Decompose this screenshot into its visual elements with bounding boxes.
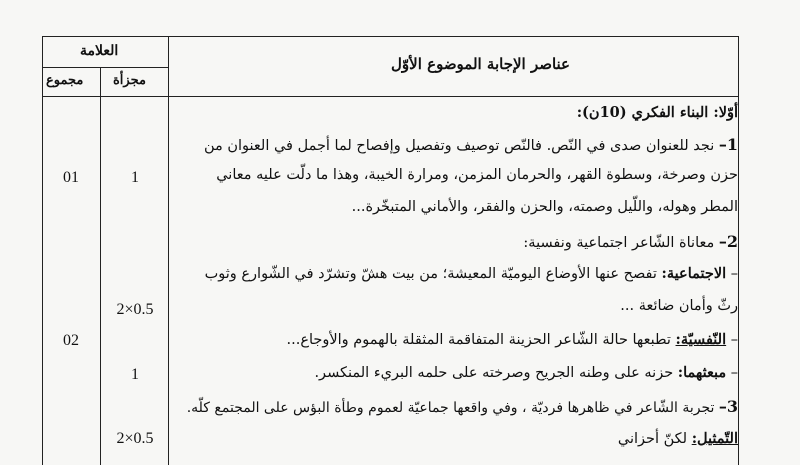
q3-number: 3– bbox=[718, 397, 738, 416]
social-label: الاجتماعية: bbox=[661, 265, 727, 282]
example-label: التّمثيل: bbox=[691, 430, 738, 447]
q1-total-mark: 01 bbox=[63, 169, 79, 186]
partial-column-header: مجزأة bbox=[113, 73, 146, 88]
answer-elements-title: عناصر الإجابة الموضوع الأوّل bbox=[391, 55, 570, 73]
q1-partial-mark: 1 bbox=[131, 169, 139, 186]
psych-label: النّفسيّة: bbox=[675, 331, 727, 348]
cause-label: مبعثهما: bbox=[677, 364, 727, 381]
header-bottom-border bbox=[42, 96, 738, 97]
psych-text: تطبعها حالة الشّاعر الحزينة المتفاقمة المثقلة بالهموم والأوجاع... bbox=[286, 332, 671, 348]
q1-line-2: حزن وصرخة، وسطوة القهر، والحرمان المزمن، ومرارة الخيبة، وهذا ما دلّت عليه معاني bbox=[216, 167, 738, 183]
grade-title: العلامة bbox=[80, 43, 119, 59]
cause-line: – مبعثهما: حزنه على وطنه الجريح وصرخته على حلمه البريء المنكسر. bbox=[314, 364, 738, 381]
q2-number: 2– bbox=[718, 232, 738, 251]
q2-partial-mark-b: 1 bbox=[131, 366, 139, 383]
social-line-2: رثّ وأمان ضائعة ... bbox=[620, 298, 738, 314]
q2-title: معاناة الشّاعر اجتماعية ونفسية: bbox=[523, 235, 715, 251]
table-right-border bbox=[738, 36, 739, 465]
total-column-divider bbox=[100, 67, 101, 465]
q3-text: تجربة الشّاعر في ظاهرها فرديّة ، وفي واقعها جماعيّة لعموم وطأة البؤس على المجتمع كلّه. bbox=[186, 400, 715, 416]
q1-text-1: نجد للعنوان صدى في النّص. فالنّص توصيف وتفصيل وإفصاح لما أجمل في العنوان من bbox=[203, 138, 715, 154]
q1-line-3: المطر وهوله، واللّيل وصمته، والحزن والفقر، والأماني المتبخّرة... bbox=[351, 199, 738, 215]
q1-number: 1– bbox=[718, 135, 738, 154]
cause-text: حزنه على وطنه الجريح وصرخته على حلمه البريء المنكسر. bbox=[314, 365, 674, 381]
q1-line-1 bbox=[204, 135, 738, 154]
grade-column-divider bbox=[168, 36, 169, 465]
total-column-header: مجموع bbox=[46, 73, 84, 88]
grade-header-divider bbox=[42, 67, 168, 68]
q2-title-line bbox=[523, 232, 738, 251]
example-text: لكنّ أحزاني bbox=[617, 431, 688, 447]
table-top-border bbox=[42, 36, 738, 37]
table-left-border bbox=[42, 36, 43, 465]
q3-line bbox=[187, 397, 738, 416]
q2-partial-mark-a: 2×0.5 bbox=[116, 301, 154, 318]
q2-total-mark: 02 bbox=[63, 332, 79, 349]
social-line-1: – الاجتماعية: تفصح عنها الأوضاع اليوميّة المعيشة؛ من بيت هشّ وتشرّد في الشّوارع وثوب bbox=[204, 265, 738, 282]
example-line bbox=[618, 430, 738, 447]
social-text: تفصح عنها الأوضاع اليوميّة المعيشة؛ من بيت هشّ وتشرّد في الشّوارع وثوب bbox=[204, 266, 657, 282]
section-title: أوّلا: البناء الفكري (10ن): bbox=[576, 104, 738, 121]
psych-line: – النّفسيّة: تطبعها حالة الشّاعر الحزينة المتفاقمة المثقلة بالهموم والأوجاع... bbox=[286, 331, 738, 348]
q3-partial-mark: 2×0.5 bbox=[116, 430, 154, 447]
